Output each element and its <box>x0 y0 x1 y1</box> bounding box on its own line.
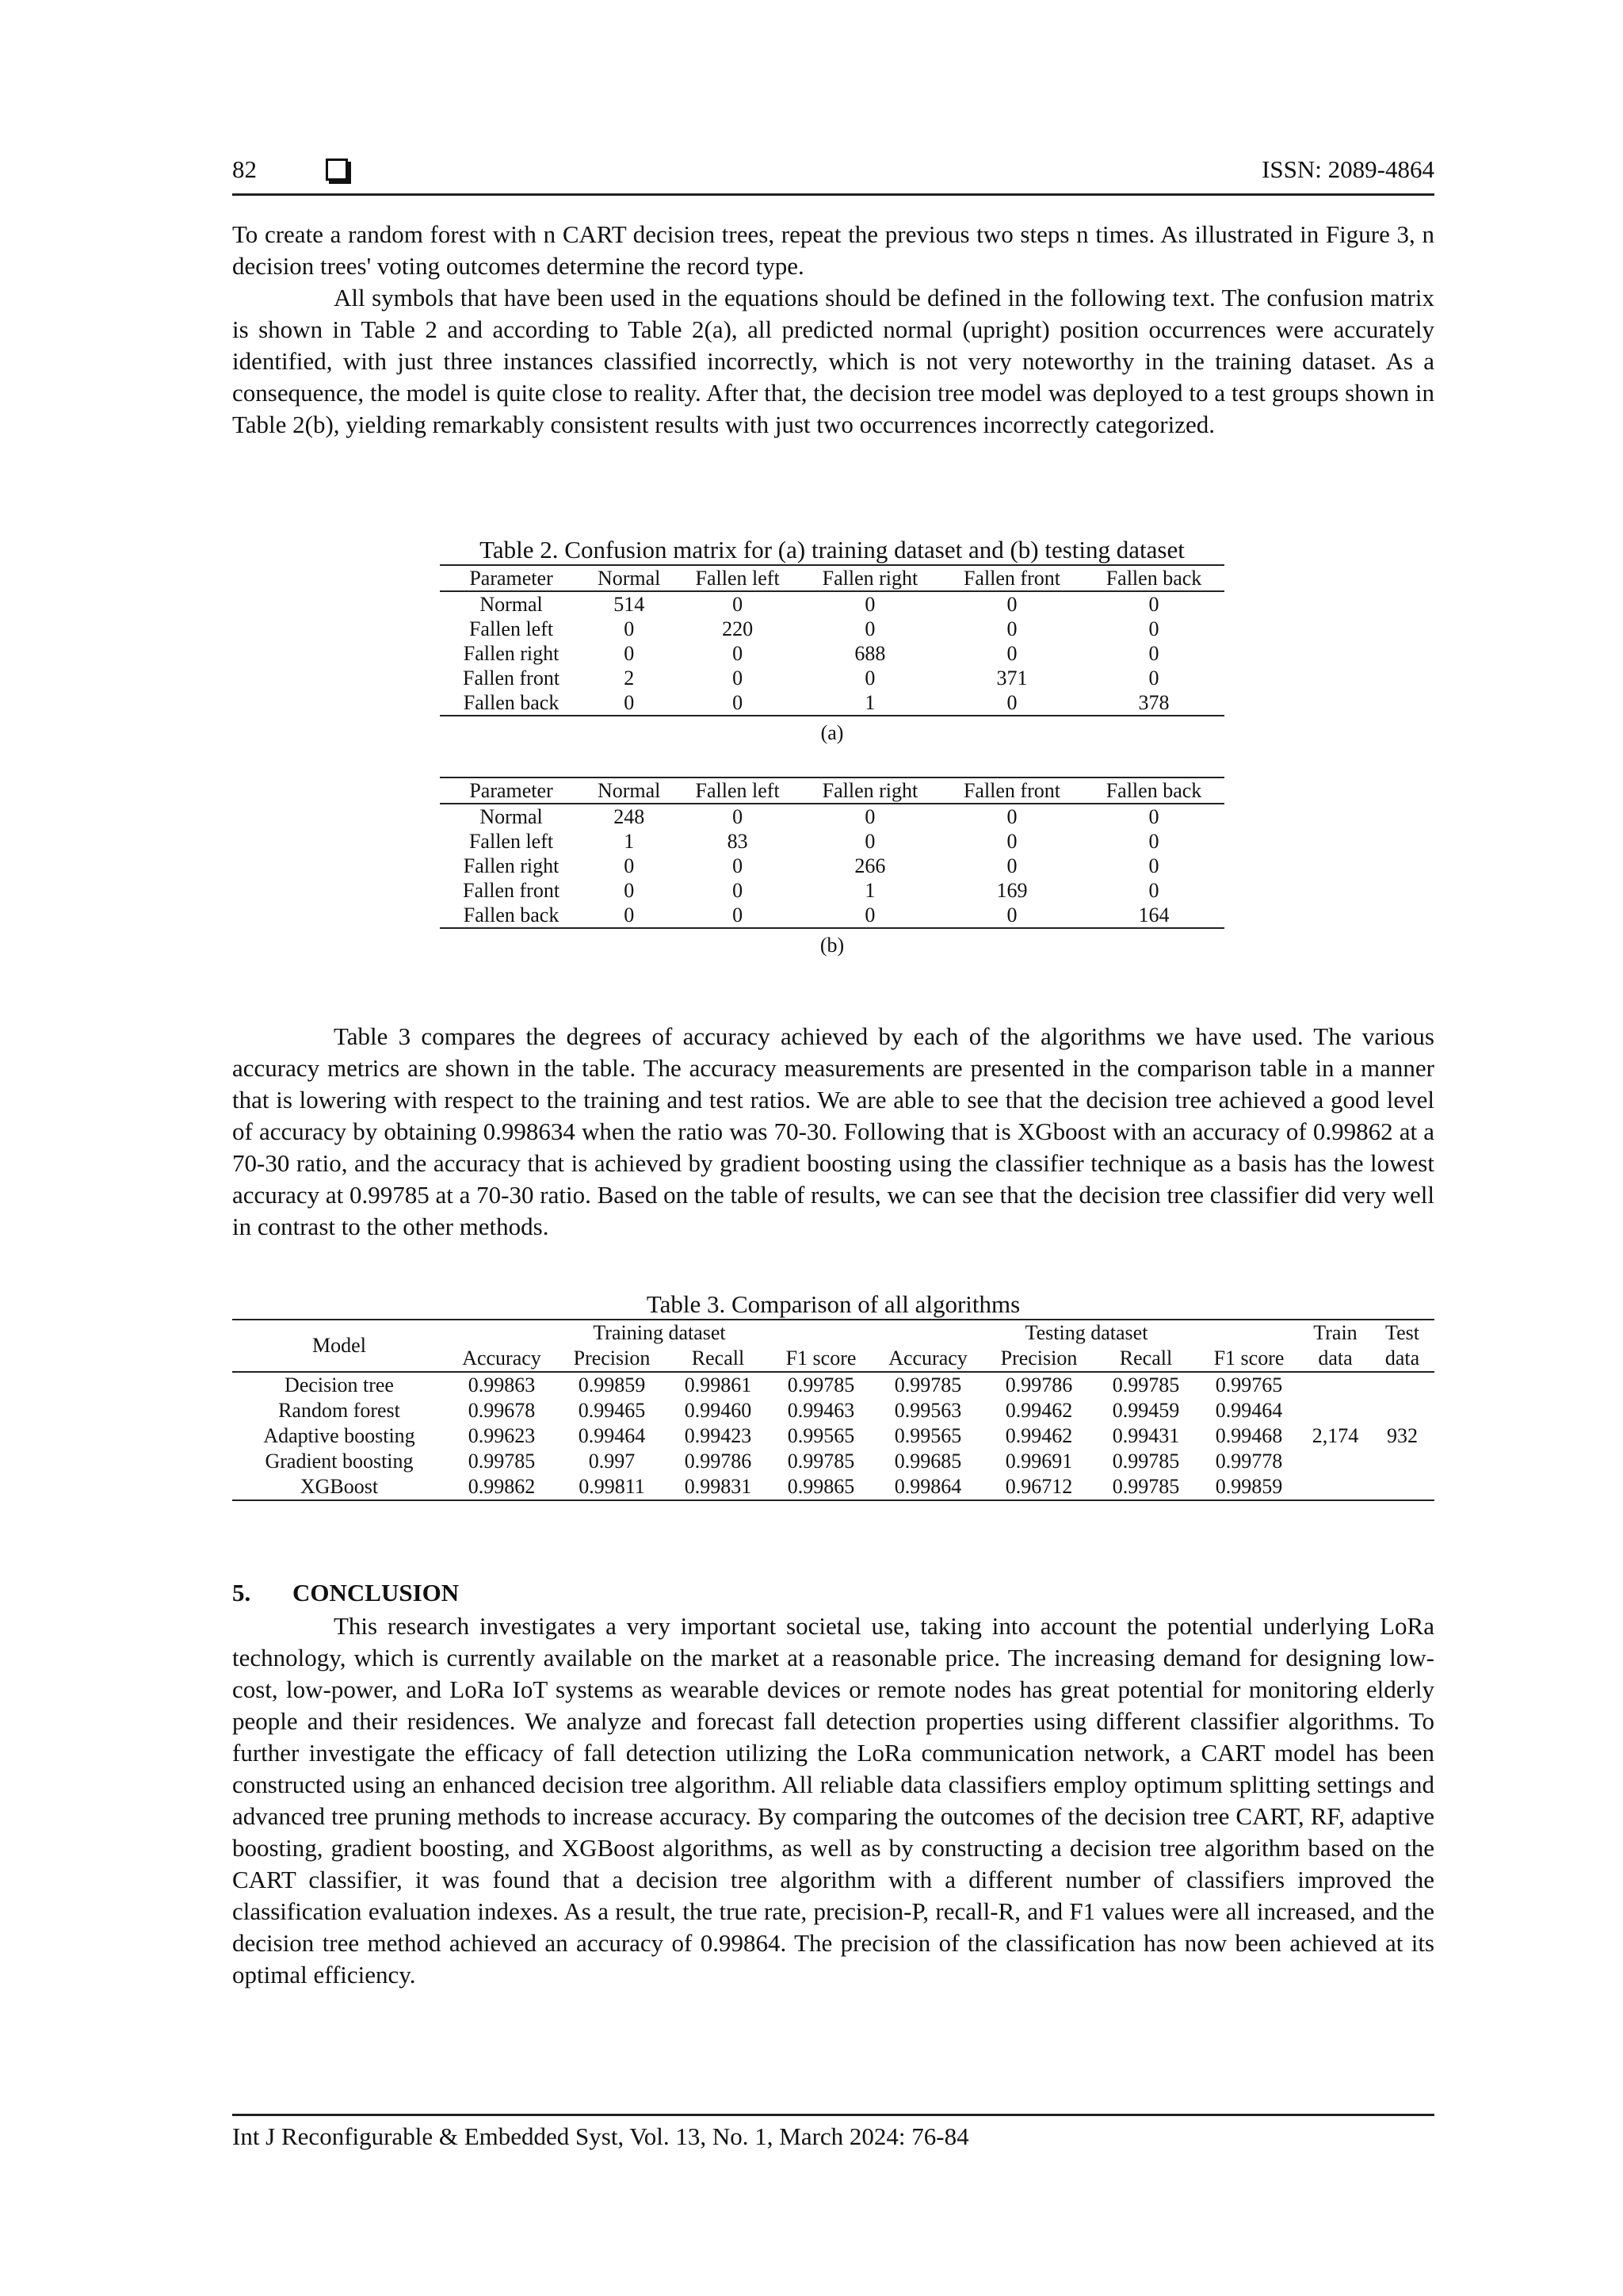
metric-cell: 0.99786 <box>684 1450 752 1473</box>
section-heading <box>232 1579 459 1607</box>
row-label: Fallen back <box>440 903 582 928</box>
table-cell: 1 <box>865 879 876 902</box>
table-cell: 0 <box>732 805 743 828</box>
table-cell: 0 <box>941 903 1083 928</box>
section-title: CONCLUSION <box>292 1579 460 1606</box>
table-cell: 0 <box>675 903 800 928</box>
metric-cell: 0.99862 <box>446 1474 557 1500</box>
testing-dataset-header: Testing dataset <box>873 1320 1300 1346</box>
table-cell: 248 <box>613 805 645 828</box>
table-cell: 0 <box>865 593 876 616</box>
table-cell: 0 <box>624 617 635 640</box>
table-cell: 0 <box>582 903 675 928</box>
table-cell: 2 <box>624 667 635 690</box>
table-header-row <box>440 565 1224 591</box>
column-header: Accuracy <box>873 1346 983 1372</box>
table-cell: 514 <box>613 593 645 616</box>
row-label: Fallen right <box>463 642 559 665</box>
table-cell: 0 <box>732 642 743 665</box>
metric-cell: 0.99468 <box>1215 1424 1283 1447</box>
metric-cell: 0.99460 <box>684 1399 752 1422</box>
table2b <box>440 777 1224 929</box>
metric-cell: 0.99685 <box>894 1450 962 1473</box>
table-cell: 0 <box>1148 617 1159 640</box>
metric-cell: 0.99463 <box>787 1399 855 1422</box>
running-header <box>232 155 1434 196</box>
table-cell: 0 <box>1006 642 1018 665</box>
model-name: Decision tree <box>285 1373 394 1396</box>
table-cell: 164 <box>1083 903 1224 928</box>
row-label: Fallen front <box>463 879 560 902</box>
metric-cell: 0.99785 <box>1112 1373 1180 1396</box>
metric-cell: 0.99864 <box>873 1474 983 1500</box>
metric-cell: 0.99691 <box>1005 1450 1073 1473</box>
table-cell: 0 <box>865 830 876 853</box>
section-number: 5. <box>232 1579 251 1606</box>
table-row <box>440 854 1224 878</box>
table-cell: 0 <box>1006 617 1018 640</box>
paragraph-random-forest: To create a random forest with n CART decision trees, repeat the previous two steps n times. As illustrated in Figure 3, n decision trees' voting outcomes determine the record type. <box>232 220 1434 280</box>
table-row <box>440 829 1224 854</box>
metric-cell: 0.99831 <box>666 1474 769 1500</box>
metric-cell: 0.99865 <box>769 1474 873 1500</box>
column-header: Fallen left <box>675 777 800 804</box>
table-cell: 0 <box>1006 830 1018 853</box>
metric-cell: 0.99811 <box>557 1474 666 1500</box>
column-header: Parameter <box>440 565 582 591</box>
column-header: Fallen right <box>800 565 941 591</box>
table-cell: 0 <box>732 879 743 902</box>
table-cell: 0 <box>732 593 743 616</box>
row-label: Normal <box>479 593 543 616</box>
row-label: Fallen left <box>468 830 554 853</box>
column-header: Precision <box>557 1346 666 1372</box>
table-cell: 0 <box>1148 667 1159 690</box>
table-row <box>440 591 1224 617</box>
table-cell: 0 <box>582 690 675 716</box>
table-cell: 371 <box>996 667 1028 690</box>
table-row <box>440 903 1224 928</box>
metric-cell: 0.99861 <box>684 1373 752 1396</box>
table3-caption: Table 3. Comparison of all algorithms <box>646 1290 1021 1318</box>
metric-cell: 0.99785 <box>468 1450 536 1473</box>
table-cell: 0 <box>624 879 635 902</box>
test-data-value: 932 <box>1370 1372 1434 1500</box>
table-row <box>440 641 1224 666</box>
row-label: Normal <box>479 805 543 828</box>
row-label: Fallen left <box>468 617 554 640</box>
model-name: Gradient boosting <box>265 1450 414 1473</box>
table-cell: 0 <box>1148 854 1159 877</box>
row-label: Fallen right <box>463 854 559 877</box>
column-header: Recall <box>666 1346 769 1372</box>
table-cell: 0 <box>1006 805 1018 828</box>
metric-cell: 0.99623 <box>468 1424 536 1447</box>
table-cell: 0 <box>865 617 876 640</box>
table-row <box>232 1372 1434 1398</box>
metric-cell: 0.99459 <box>1112 1399 1180 1422</box>
table-row <box>232 1398 1434 1423</box>
metric-cell: 0.99785 <box>894 1373 962 1396</box>
metric-cell: 0.99565 <box>787 1424 855 1447</box>
table-cell: 378 <box>1083 690 1224 716</box>
model-name: XGBoost <box>232 1474 446 1500</box>
table-cell: 0 <box>1148 805 1159 828</box>
column-header: Fallen left <box>675 565 800 591</box>
metric-cell: 0.96712 <box>983 1474 1094 1500</box>
metric-cell: 0.99563 <box>894 1399 962 1422</box>
checkbox-square-icon <box>326 159 348 181</box>
table-cell: 0 <box>675 690 800 716</box>
table-row <box>440 878 1224 903</box>
column-header: Fallen back <box>1083 777 1224 804</box>
column-header: Fallen front <box>941 565 1083 591</box>
column-header: Normal <box>582 777 675 804</box>
table-cell: 688 <box>854 642 886 665</box>
column-header: Normal <box>582 565 675 591</box>
column-header: F1 score <box>769 1346 873 1372</box>
metric-cell: 0.99785 <box>787 1450 855 1473</box>
table2b-label: (b) <box>819 934 845 957</box>
row-label: Fallen front <box>463 667 560 690</box>
table2-caption: Table 2. Confusion matrix for (a) training dataset and (b) testing dataset <box>479 536 1185 563</box>
column-header: Recall <box>1094 1346 1197 1372</box>
metric-cell: 0.99785 <box>1112 1450 1180 1473</box>
journal-citation: Int J Reconfigurable & Embedded Syst, Vol. 13, No. 1, March 2024: 76-84 <box>232 2122 969 2150</box>
table-cell: 0 <box>865 667 876 690</box>
test-data-header: Test data <box>1370 1320 1434 1372</box>
table-header-row <box>232 1320 1434 1346</box>
column-header: Precision <box>983 1346 1094 1372</box>
table-cell: 0 <box>732 854 743 877</box>
metric-cell: 0.99859 <box>578 1373 646 1396</box>
metric-cell: 0.99462 <box>1005 1424 1073 1447</box>
metric-cell: 0.99778 <box>1215 1450 1283 1473</box>
model-header: Model <box>232 1320 446 1372</box>
table-cell: 0 <box>1148 642 1159 665</box>
table-row <box>440 617 1224 641</box>
table-cell: 0 <box>1006 593 1018 616</box>
metric-cell: 0.99785 <box>787 1373 855 1396</box>
column-header: Fallen front <box>941 777 1083 804</box>
table3 <box>232 1319 1434 1501</box>
table-cell: 0 <box>1148 879 1159 902</box>
table-cell: 0 <box>1148 830 1159 853</box>
metric-cell: 0.99863 <box>468 1373 536 1396</box>
table2a-label: (a) <box>820 721 844 744</box>
page-number: 82 <box>232 155 257 183</box>
metric-cell: 0.99464 <box>578 1424 646 1447</box>
metric-cell: 0.997 <box>588 1450 636 1473</box>
table-cell: 83 <box>727 830 748 853</box>
metric-cell: 0.99565 <box>894 1424 962 1447</box>
table-cell: 0 <box>624 642 635 665</box>
table-row <box>440 666 1224 690</box>
table-cell: 266 <box>854 854 886 877</box>
table-cell: 0 <box>865 805 876 828</box>
model-name: Adaptive boosting <box>263 1424 415 1447</box>
table-row <box>232 1423 1434 1449</box>
model-name: Random forest <box>278 1399 400 1422</box>
table-cell: 0 <box>732 667 743 690</box>
table-row <box>232 1449 1434 1474</box>
table-cell: 0 <box>941 690 1083 716</box>
table-row <box>232 1474 1434 1500</box>
table-cell: 1 <box>624 830 635 853</box>
train-data-header: Train data <box>1300 1320 1370 1372</box>
training-dataset-header: Training dataset <box>446 1320 873 1346</box>
table-row <box>440 804 1224 829</box>
metric-cell: 0.99464 <box>1215 1399 1283 1422</box>
table-cell: 0 <box>800 903 941 928</box>
paragraph-confusion-matrix: All symbols that have been used in the equations should be defined in the following text. The confusion matrix is shown in Table 2 and according to Table 2(a), all predicted normal (upright) position occurrences were accurately identified, with just three instances classified incorrectly, which is not very noteworthy in the training dataset. As a consequence, the model is quite close to reality. After that, the decision tree model was deployed to a test groups shown in Table 2(b), yielding remarkably consistent results with just two occurrences incorrectly categorized. <box>232 284 1434 438</box>
table-cell: 0 <box>1006 854 1018 877</box>
table-cell: 1 <box>800 690 941 716</box>
table-cell: 169 <box>996 879 1028 902</box>
table-header-row <box>440 777 1224 804</box>
metric-cell: 0.99431 <box>1112 1424 1180 1447</box>
table-cell: 0 <box>1148 593 1159 616</box>
metric-cell: 0.99785 <box>1094 1474 1197 1500</box>
table-row <box>440 690 1224 716</box>
metric-cell: 0.99765 <box>1215 1373 1283 1396</box>
column-header: F1 score <box>1197 1346 1300 1372</box>
table-cell: 0 <box>624 854 635 877</box>
table2a <box>440 564 1224 716</box>
metric-cell: 0.99423 <box>684 1424 752 1447</box>
metric-cell: 0.99462 <box>1005 1399 1073 1422</box>
metric-cell: 0.99678 <box>468 1399 536 1422</box>
paragraph-conclusion: This research investigates a very important societal use, taking into account the potential underlying LoRa technology, which is currently available on the market at a reasonable price. The increasing demand for designing low-cost, low-power, and LoRa IoT systems as wearable devices or remote nodes has great potential for monitoring elderly people and their residences. We analyze and forecast fall detection properties using different classifier algorithms. To further investigate the efficacy of fall detection utilizing the LoRa communication network, a CART model has been constructed using an enhanced decision tree algorithm. All reliable data classifiers employ optimum splitting settings and advanced tree pruning methods to increase accuracy. By comparing the outcomes of the decision tree CART, RF, adaptive boosting, gradient boosting, and XGBoost algorithms, as well as by constructing a decision tree algorithm based on the CART classifier, it was found that a decision tree algorithm with a different number of classifiers improved the classification evaluation indexes. As a result, the true rate, precision-P, recall-R, and F1 values were all increased, and the decision tree method achieved an accuracy of 0.99864. The precision of the classification has now been achieved at its optimal efficiency. <box>232 1612 1434 1988</box>
metric-cell: 0.99786 <box>1005 1373 1073 1396</box>
column-header: Accuracy <box>446 1346 557 1372</box>
column-header: Parameter <box>440 777 582 804</box>
column-header: Fallen right <box>800 777 941 804</box>
row-label: Fallen back <box>440 690 582 716</box>
table-cell: 220 <box>722 617 754 640</box>
train-data-value: 2,174 <box>1300 1372 1370 1500</box>
paragraph-table3-discussion: Table 3 compares the degrees of accuracy achieved by each of the algorithms we have used. The various accuracy metrics are shown in the table. The accuracy measurements are presented in the comparison table in a manner that is lowering with respect to the training and test ratios. We are able to see that the decision tree achieved a good level of accuracy by obtaining 0.998634 when the ratio was 70-30. Following that is XGboost with an accuracy of 0.99862 at a 70-30 ratio, and the accuracy that is achieved by gradient boosting using the classifier technique as a basis has the lowest accuracy at 0.99785 at a 70-30 ratio. Based on the table of results, we can see that the decision tree classifier did very well in contrast to the other methods. <box>232 1022 1434 1240</box>
column-header: Fallen back <box>1083 565 1224 591</box>
metric-cell: 0.99859 <box>1197 1474 1300 1500</box>
issn: ISSN: 2089-4864 <box>1262 155 1434 183</box>
running-footer <box>232 2114 1434 2151</box>
metric-cell: 0.99465 <box>578 1399 646 1422</box>
